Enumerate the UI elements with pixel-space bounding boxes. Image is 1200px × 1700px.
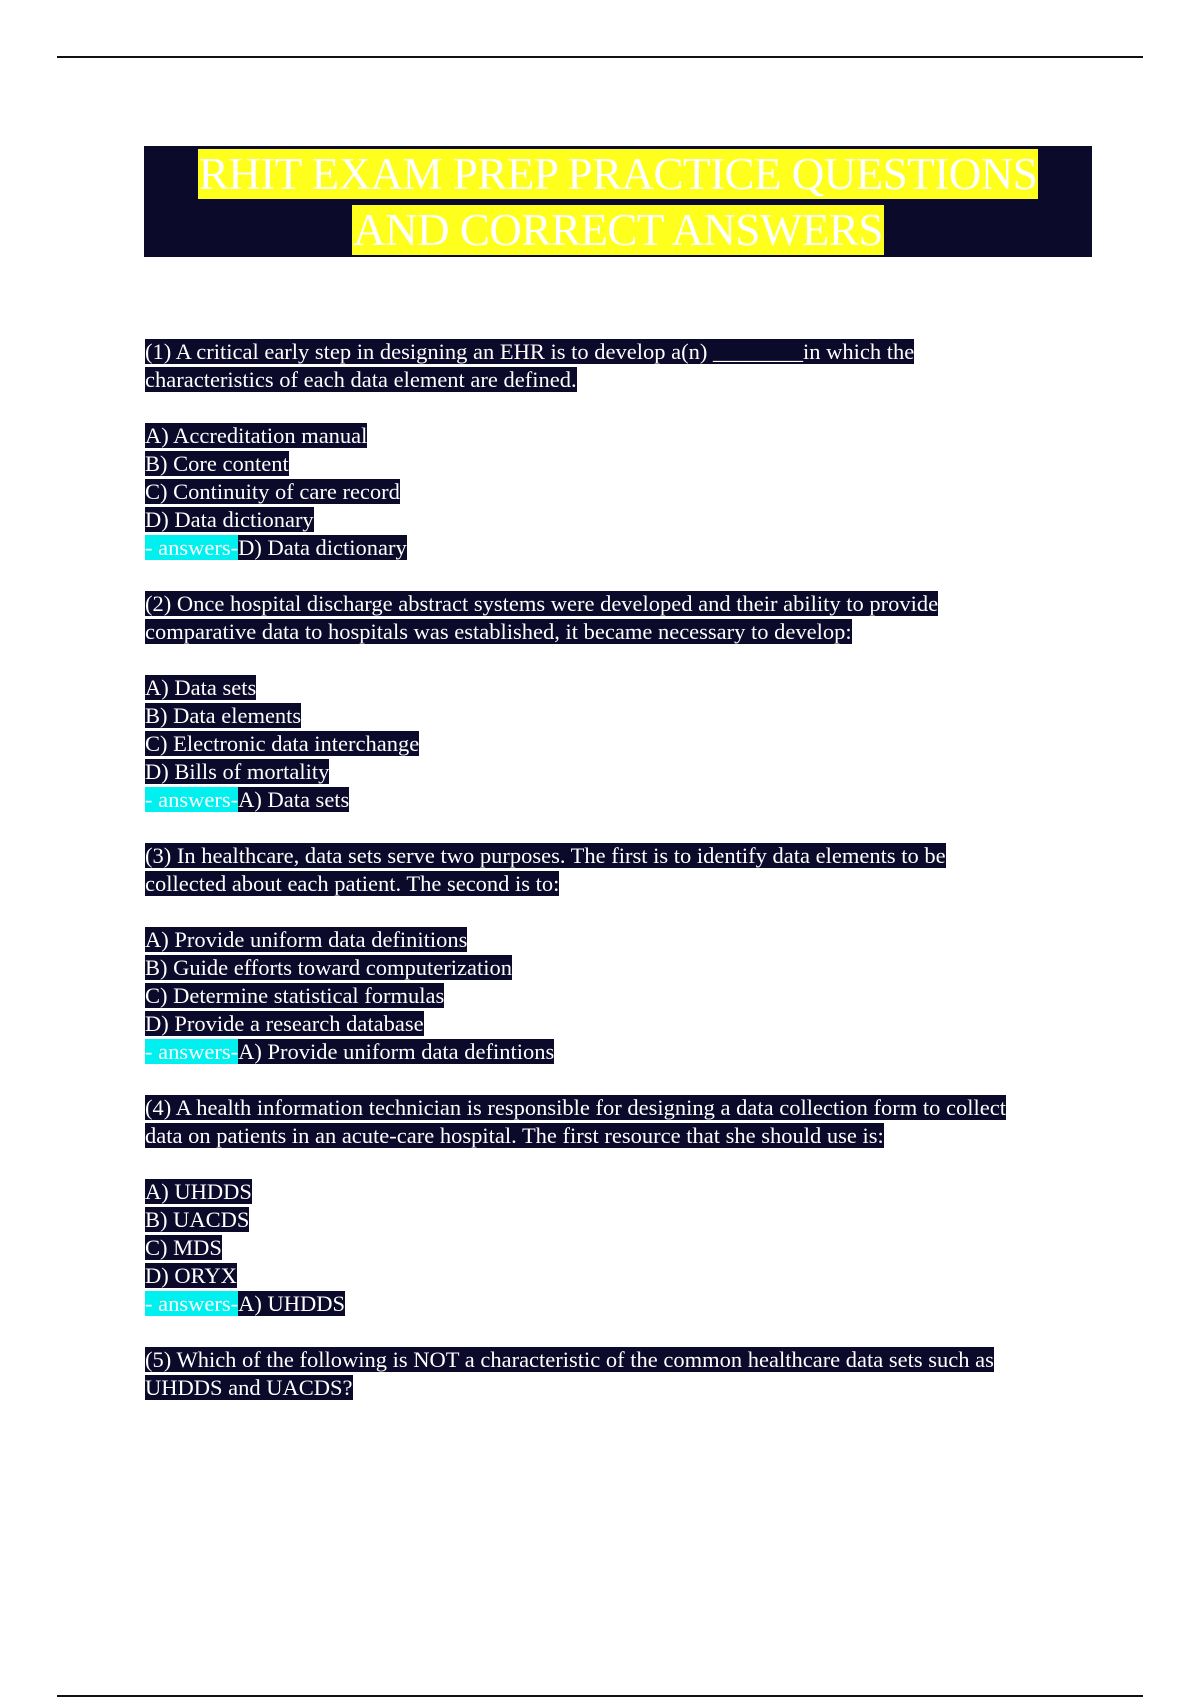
option-list	[145, 422, 1085, 562]
option-c: C) Determine statistical formulas	[145, 983, 445, 1008]
option-list	[145, 926, 1085, 1066]
answer-value: A) Data sets	[238, 787, 350, 812]
question-line: (5) Which of the following is NOT a characteristic of the common healthcare data sets such as	[145, 1347, 994, 1372]
answer-label: - answers-	[145, 1291, 239, 1316]
question-line: characteristics of each data element are defined.	[145, 367, 577, 392]
option-d: D) ORYX	[145, 1263, 237, 1288]
question-line: comparative data to hospitals was established, it became necessary to develop:	[145, 619, 852, 644]
question-line: UHDDS and UACDS?	[145, 1375, 353, 1400]
question-line: (2) Once hospital discharge abstract systems were developed and their ability to provide	[145, 591, 939, 616]
answer-label: - answers-	[145, 1039, 239, 1064]
question-3	[145, 842, 1085, 1066]
question-text	[145, 1094, 1085, 1150]
question-text	[145, 338, 1085, 394]
question-line: (1) A critical early step in designing an EHR is to develop a(n) ________in which the	[145, 339, 915, 364]
option-b: B) Guide efforts toward computerization	[145, 955, 512, 980]
question-text	[145, 1346, 1085, 1402]
option-b: B) UACDS	[145, 1207, 250, 1232]
question-line: (3) In healthcare, data sets serve two purposes. The first is to identify data elements to be	[145, 843, 946, 868]
option-c: C) Electronic data interchange	[145, 731, 420, 756]
document-title	[144, 146, 1092, 257]
title-line-1: RHIT EXAM PREP PRACTICE QUESTIONS	[198, 149, 1038, 199]
footer-rule	[57, 1695, 1143, 1697]
option-c: C) MDS	[145, 1235, 222, 1260]
option-a: A) UHDDS	[145, 1179, 252, 1204]
option-d: D) Data dictionary	[145, 507, 314, 532]
question-2	[145, 590, 1085, 814]
option-list	[145, 674, 1085, 814]
answer-label: - answers-	[145, 535, 239, 560]
option-a: A) Accreditation manual	[145, 423, 368, 448]
option-d: D) Provide a research database	[145, 1011, 424, 1036]
question-4	[145, 1094, 1085, 1318]
answer-value: A) Provide uniform data defintions	[238, 1039, 555, 1064]
question-1	[145, 338, 1085, 562]
question-line: data on patients in an acute-care hospital. The first resource that she should use is:	[145, 1123, 884, 1148]
option-b: B) Data elements	[145, 703, 302, 728]
option-c: C) Continuity of care record	[145, 479, 400, 504]
question-line: (4) A health information technician is responsible for designing a data collection form to collect	[145, 1095, 1006, 1120]
questions-content	[145, 338, 1085, 1430]
title-line-2: AND CORRECT ANSWERS	[353, 205, 883, 255]
option-list	[145, 1178, 1085, 1318]
answer-value: A) UHDDS	[238, 1291, 345, 1316]
question-text	[145, 842, 1085, 898]
option-a: A) Data sets	[145, 675, 257, 700]
option-b: B) Core content	[145, 451, 289, 476]
question-line: collected about each patient. The second is to:	[145, 871, 560, 896]
answer-value: D) Data dictionary	[238, 535, 407, 560]
question-text	[145, 590, 1085, 646]
header-rule	[57, 56, 1143, 58]
question-5	[145, 1346, 1085, 1402]
option-d: D) Bills of mortality	[145, 759, 330, 784]
option-a: A) Provide uniform data definitions	[145, 927, 468, 952]
answer-label: - answers-	[145, 787, 239, 812]
